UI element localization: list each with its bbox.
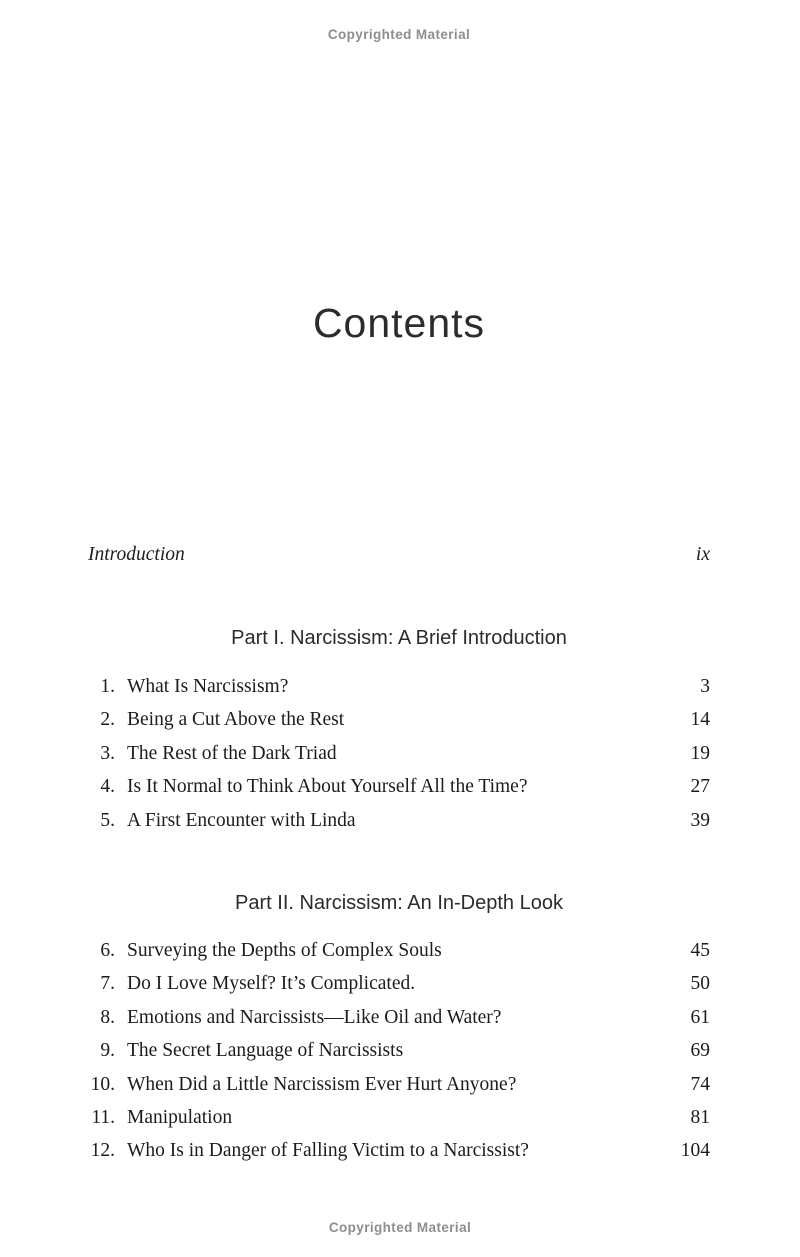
part-heading-1: Part I. Narcissism: A Brief Introduction xyxy=(231,627,567,649)
front-matter-page-number: ix xyxy=(695,544,710,565)
chapter-page-number: 74 xyxy=(690,1073,710,1095)
chapter-page-number: 3 xyxy=(700,676,710,697)
toc-entry xyxy=(88,940,710,973)
part-heading-2: Part II. Narcissism: An In-Depth Look xyxy=(235,891,563,914)
chapter-number: 12. xyxy=(90,1140,115,1162)
chapter-list-part-1 xyxy=(88,676,710,843)
toc-entry xyxy=(88,776,710,809)
chapter-number: 4. xyxy=(100,776,115,798)
chapter-page-number: 69 xyxy=(690,1040,710,1062)
toc-entry xyxy=(88,1040,710,1073)
chapter-number: 9. xyxy=(100,1040,115,1062)
chapter-title: Is It Normal to Think About Yourself All the Time? xyxy=(127,776,528,798)
chapter-title: Do I Love Myself? It’s Complicated. xyxy=(127,973,416,995)
chapter-page-number: 14 xyxy=(690,709,710,731)
chapter-page-number: 61 xyxy=(690,1006,710,1028)
chapter-number: 6. xyxy=(100,939,115,961)
copyright-notice-bottom: Copyrighted Material xyxy=(328,1220,472,1235)
toc-entry xyxy=(88,1107,710,1140)
chapter-title: Who Is in Danger of Falling Victim to a Narcissist? xyxy=(127,1140,529,1162)
chapter-title: The Rest of the Dark Triad xyxy=(127,742,337,764)
toc-entry xyxy=(88,973,710,1006)
toc-entry xyxy=(88,1140,710,1173)
chapter-page-number: 39 xyxy=(690,809,710,831)
chapter-page-number: 19 xyxy=(690,742,710,764)
chapter-page-number: 81 xyxy=(690,1106,710,1128)
chapter-title: Emotions and Narcissists—Like Oil and Water? xyxy=(127,1006,502,1028)
chapter-page-number: 45 xyxy=(690,939,710,961)
toc-entry xyxy=(88,810,710,843)
front-matter-label: Introduction xyxy=(88,544,185,565)
chapter-title: When Did a Little Narcissism Ever Hurt Anyone? xyxy=(127,1073,517,1095)
copyright-notice-top: Copyrighted Material xyxy=(327,27,471,42)
chapter-title: Surveying the Depths of Complex Souls xyxy=(127,939,442,961)
chapter-number: 2. xyxy=(100,709,115,731)
toc-front-matter-row xyxy=(88,543,710,567)
chapter-number: 5. xyxy=(100,809,115,831)
chapter-number: 10. xyxy=(90,1073,115,1095)
chapter-page-number: 50 xyxy=(690,973,710,995)
chapter-list-part-2 xyxy=(88,940,710,1174)
page-title: Contents xyxy=(312,300,486,346)
chapter-number: 7. xyxy=(100,973,115,995)
chapter-title: What Is Narcissism? xyxy=(127,676,289,697)
toc-entry xyxy=(88,1074,710,1107)
chapter-page-number: 27 xyxy=(690,776,710,798)
toc-entry xyxy=(88,743,710,776)
toc-entry xyxy=(88,1007,710,1040)
chapter-number: 3. xyxy=(100,742,115,764)
chapter-title: Manipulation xyxy=(127,1106,233,1128)
chapter-title: A First Encounter with Linda xyxy=(127,809,356,831)
chapter-number: 1. xyxy=(100,676,115,697)
chapter-title: Being a Cut Above the Rest xyxy=(127,709,345,731)
toc-entry xyxy=(88,676,710,709)
chapter-title: The Secret Language of Narcissists xyxy=(127,1040,404,1062)
chapter-page-number: 104 xyxy=(680,1140,710,1162)
chapter-number: 8. xyxy=(100,1006,115,1028)
chapter-number: 11. xyxy=(91,1106,115,1128)
toc-entry xyxy=(88,709,710,742)
